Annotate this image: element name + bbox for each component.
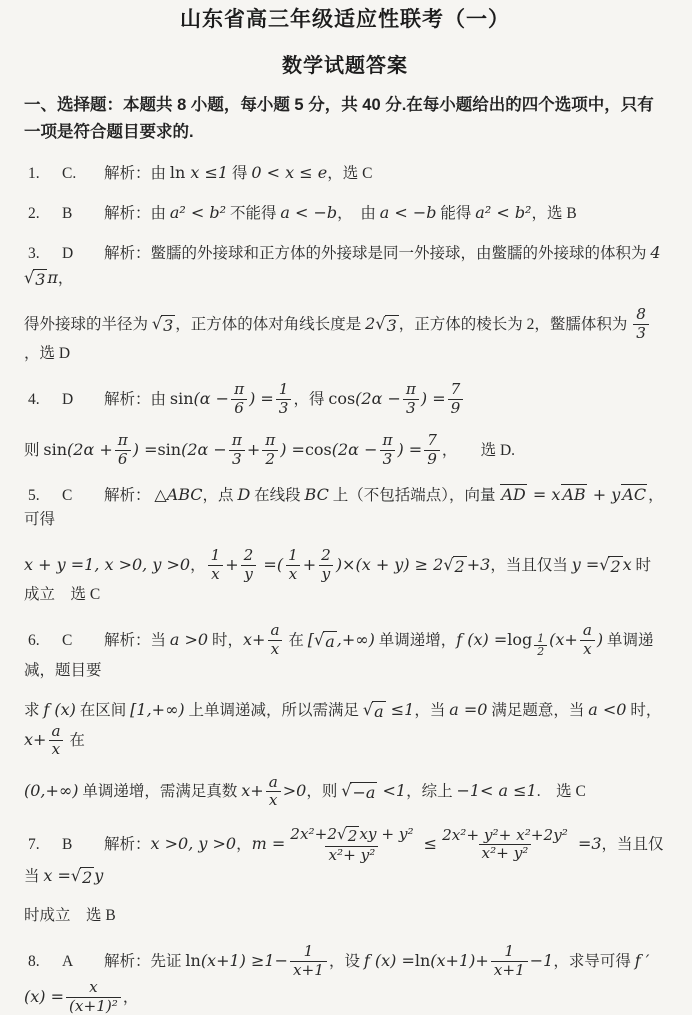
- math-expression: f (x) =ln(x+1)+ $\frac{1}{x+1}$ −1: [363, 942, 554, 979]
- denominator: 6: [231, 399, 247, 417]
- fraction: [290, 943, 327, 979]
- answer-number: 7.: [28, 835, 40, 853]
- square-root: [152, 314, 175, 336]
- square-root: [337, 825, 359, 846]
- fraction: [403, 381, 419, 417]
- math-expression: x >0, y >0: [150, 833, 237, 853]
- square-root: [363, 700, 386, 722]
- answer-text: 得外接球的半径为 √ 3 ，正方体的体对角线长度是 2 √ 3 ，正方体的棱长为 2，鳖臑体积为 $\frac{8}{3}$ ，选 D: [24, 316, 651, 362]
- radical-sign: √: [443, 554, 454, 574]
- radical-sign: √: [362, 699, 374, 719]
- answer-line: [24, 241, 666, 291]
- numerator: 1: [504, 942, 515, 961]
- answer-text: 解析：x >0, y >0，m = 2x²+2 √ 2 xy + y² x²+ y² ≤ $\frac{\text{2x²+ y²+ x²+2y²}}{\text{x²+ y²}}$ =3，当且仅当 x = √ 2 y: [24, 824, 664, 888]
- denominator: 9: [424, 450, 440, 468]
- denominator: x: [49, 740, 64, 758]
- math-roman: sin: [43, 439, 68, 459]
- numerator: π: [265, 431, 276, 450]
- math-expression: 4 √ 3 π: [24, 243, 661, 290]
- math-roman: cos: [304, 439, 332, 459]
- math-expression: ln x ≤1: [169, 163, 229, 183]
- fraction: [241, 547, 257, 583]
- numerator: a: [51, 721, 61, 740]
- section-heading: 一、选择题：本题共 8 小题，每小题 5 分，共 40 分.在每小题给出的四个选项中，只有一项是符合题目要求的.: [24, 96, 654, 142]
- answer-list: [24, 161, 666, 1015]
- page-title: 山东省高三年级适应性联考（一）: [180, 8, 510, 31]
- answer-text: (0,+∞) 单调递增，需满足真数 x+ $\frac{a}{x}$ >0，则 √ −a <1，综上 −1< a ≤1. 选 C: [24, 772, 586, 810]
- math-expression: a <0: [588, 699, 627, 719]
- denominator: x: [286, 565, 301, 583]
- math-expression: [152, 314, 175, 333]
- math-expression: a < −b: [280, 203, 338, 223]
- radical-sign: √: [70, 866, 82, 886]
- numerator: x: [89, 978, 98, 997]
- math-expression: cos(2α − $\frac{\pi}{3}$ ) = $\frac{7}{9}$: [328, 389, 465, 408]
- denominator: 2: [534, 645, 547, 659]
- numerator: a: [270, 621, 280, 640]
- math-expression: a² < b²: [169, 203, 227, 223]
- fraction: [491, 943, 528, 979]
- denominator: (x+1)²: [66, 997, 121, 1015]
- answer-line: [24, 201, 666, 226]
- math-expression: m = 2x²+2 √ 2 xy + y² x²+ y² ≤ $\frac{\text{2x²+ y²+ x²+2y²}}{\text{x²+ y²}}$ =3: [251, 824, 602, 864]
- math-expression: y = √ 2 x: [571, 554, 632, 576]
- math-expression: [ √ a ,+∞): [307, 629, 375, 651]
- subscript: [532, 631, 549, 659]
- denominator: 3: [276, 399, 292, 417]
- numerator: 2x²+ y²+ x²+2y²: [442, 825, 568, 844]
- answer-line: [24, 306, 666, 366]
- answer-item: [24, 825, 666, 929]
- radical-sign: √: [24, 268, 35, 288]
- answer-line: [24, 483, 666, 532]
- radicand: 2: [454, 556, 465, 576]
- math-expression: [631, 305, 651, 342]
- numerator: 1: [210, 546, 221, 565]
- square-root: [443, 555, 466, 577]
- math-expression: f ′(x) = $\frac{x}{\text{(x+1)²}}$: [24, 950, 650, 1015]
- math-expression: a >0: [169, 629, 209, 649]
- math-expression: [1,+∞): [130, 699, 185, 719]
- math-roman: sin: [157, 439, 182, 459]
- numerator: 1: [288, 546, 298, 565]
- radicand: 2: [347, 826, 358, 845]
- vector-overline: AC: [622, 485, 647, 505]
- math-expression: sin(2α + $\frac{\pi}{6}$ ) =sin(2α − $\frac{\pi}{3}$ + $\frac{\pi}{2}$ ) =cos(2α − $\frac{\pi}{3}$ ) = $\frac{7}{9}$: [43, 440, 441, 459]
- radical-sign: √: [599, 554, 610, 574]
- answer-text: 解析：由 a² < b² 不能得 a < −b， 由 a < −b 能得 a² < b²，选 B: [104, 203, 577, 223]
- denominator: 2: [262, 450, 278, 468]
- answer-item: [24, 943, 666, 1015]
- fraction: [439, 827, 571, 863]
- fraction: [580, 622, 595, 658]
- math-expression: 0 < x ≤ e: [251, 163, 328, 183]
- radicand: 2: [610, 556, 621, 576]
- answer-choice: D: [62, 390, 74, 408]
- answer-line: [24, 432, 666, 468]
- numerator: 2: [321, 546, 331, 565]
- denominator: x: [268, 640, 283, 658]
- answer-text: 则 sin(2α + $\frac{\pi}{6}$ ) =sin(2α − $\frac{\pi}{3}$ + $\frac{\pi}{2}$ ) =cos(2α − $\frac{\pi}{3}$ ) = $\frac{7}{9}$ ， 选 D.: [24, 431, 516, 468]
- page-subtitle: 数学试题答案: [282, 55, 408, 78]
- math-expression: ln(x+1) ≥1− $\frac{1}{x+1}$: [185, 951, 329, 970]
- square-root: [71, 866, 94, 888]
- denominator: 9: [448, 399, 464, 417]
- denominator: 6: [115, 450, 131, 468]
- answer-choice: B: [62, 205, 73, 223]
- answer-number: 3.: [28, 245, 40, 263]
- answer-choice: C: [62, 487, 73, 505]
- math-expression: x+ $\frac{a}{x}$ >0: [241, 772, 307, 810]
- radicand: 3: [386, 315, 397, 335]
- radicand: −a: [352, 783, 376, 803]
- square-root: [375, 314, 398, 336]
- radicand: 3: [35, 270, 46, 290]
- numerator: 8: [636, 305, 646, 324]
- math-expression: √ −a <1: [341, 781, 407, 803]
- answer-line: [24, 825, 666, 889]
- square-root: [599, 555, 622, 577]
- radical-sign: √: [151, 313, 163, 333]
- answer-line: [24, 774, 666, 810]
- math-expression: x+ $\frac{a}{x}$: [243, 630, 285, 649]
- fraction: [287, 825, 416, 864]
- math-expression: D: [237, 485, 251, 505]
- math-expression: f (x) =log $_{\frac{1}{2}}$ (x+ $\frac{a}{x}$ ): [456, 621, 604, 659]
- denominator: 3: [229, 450, 245, 468]
- denominator: x: [580, 640, 595, 658]
- fraction: [208, 547, 224, 583]
- math-expression: a < −b: [379, 203, 437, 223]
- answer-choice: C.: [62, 165, 77, 183]
- fraction: [229, 432, 245, 468]
- denominator: x: [266, 791, 281, 809]
- answer-line: [24, 161, 666, 186]
- numerator: a: [268, 772, 278, 791]
- answer-line: [24, 381, 666, 417]
- fraction: [48, 723, 63, 759]
- numerator: π: [405, 380, 416, 399]
- fraction: [285, 547, 301, 583]
- math-expression: BC: [304, 485, 329, 505]
- answer-line: [24, 904, 666, 928]
- denominator: 3: [380, 450, 396, 468]
- math-expression: x + y =1, x >0, y >0: [24, 554, 191, 574]
- fraction: [266, 774, 281, 810]
- numerator: a: [582, 621, 592, 640]
- answer-choice: C: [62, 631, 73, 649]
- fraction: [66, 979, 121, 1015]
- fraction: [379, 432, 395, 468]
- fraction: [424, 432, 440, 468]
- fraction: [231, 381, 247, 417]
- answer-item: [24, 201, 666, 226]
- answer-line: [24, 622, 666, 683]
- numerator: 2: [243, 546, 254, 565]
- answer-item: [24, 161, 666, 186]
- math-expression: a² < b²: [475, 203, 532, 223]
- fraction: [276, 381, 292, 417]
- fraction: [633, 306, 649, 342]
- radicand: 2: [82, 868, 93, 888]
- answer-number: 4.: [28, 390, 40, 408]
- answer-number: 8.: [28, 952, 40, 970]
- fraction: [267, 622, 282, 658]
- math-roman: cos: [328, 388, 356, 408]
- math-expression: (0,+∞): [24, 781, 79, 801]
- math-roman: sin: [169, 388, 194, 408]
- answer-text: 求 f (x) 在区间 [1,+∞) 上单调递减，所以需满足 √ a ≤1，当 a =0 满足题意，当 a <0 时，x+ $\frac{a}{x}$ 在: [24, 699, 662, 759]
- math-expression: sin(α − $\frac{\pi}{6}$ ) = $\frac{1}{3}$: [170, 389, 294, 408]
- math-expression: √ a ≤1: [362, 699, 415, 721]
- math-roman: ln: [414, 950, 431, 970]
- answer-text: 时成立 选 B: [24, 907, 116, 925]
- math-expression: −1< a ≤1: [456, 781, 537, 801]
- math-roman: ln: [185, 950, 201, 970]
- answer-text: 解析：当 a >0 时，x+ $\frac{a}{x}$ 在 [ √ a ,+∞) 单调递增，f (x) =log $_{\frac{1}{2}}$ (x+ $\frac{a}{x}$ ) 单调递减，题目要: [24, 621, 654, 679]
- denominator: 3: [633, 324, 649, 342]
- answer-item: [24, 622, 666, 810]
- square-root: [314, 630, 337, 652]
- vector-overline: AB: [562, 485, 586, 505]
- denominator: 3: [403, 399, 419, 417]
- fraction: [262, 432, 278, 468]
- fraction: [448, 381, 464, 417]
- numerator: π: [382, 431, 393, 450]
- answer-text: 解析：鳖臑的外接球和正方体的外接球是同一外接球，由鳖臑的外接球的体积为 4 √ 3 π，: [24, 243, 661, 290]
- radical-sign: √: [314, 629, 325, 649]
- numerator: π: [234, 380, 245, 399]
- answer-item: [24, 381, 666, 468]
- math-roman: log: [507, 629, 533, 649]
- answer-choice: B: [62, 835, 73, 853]
- numerator: 1: [303, 942, 314, 961]
- answer-number: 6.: [28, 631, 40, 649]
- denominator: y: [319, 565, 334, 583]
- answer-choice: A: [62, 952, 74, 970]
- radical-sign: √: [337, 824, 347, 843]
- answer-choice: D: [62, 245, 74, 263]
- vector-overline: AD: [501, 485, 526, 505]
- answer-item: [24, 241, 666, 366]
- radicand: a: [325, 631, 335, 651]
- math-roman: ln: [169, 163, 186, 183]
- radical-sign: √: [375, 313, 386, 333]
- answer-number: 2.: [28, 205, 40, 223]
- numerator: 7: [427, 431, 437, 450]
- math-expression: x+ $\frac{a}{x}$: [24, 730, 66, 749]
- square-root: [24, 268, 47, 290]
- math-expression: $\frac{1}{x}$ + $\frac{2}{y}$ =( $\frac{1}{x}$ + $\frac{2}{y}$ )×(x + y) ≥ 2 √ 2 +3: [206, 555, 491, 574]
- math-expression: 2 √ 3: [365, 313, 397, 335]
- math-expression: a =0: [449, 699, 488, 719]
- denominator: x²+ y²: [325, 846, 378, 864]
- math-expression: f (x): [43, 699, 76, 719]
- fraction: [318, 547, 334, 583]
- numerator: π: [231, 431, 242, 450]
- denominator: x+1: [491, 961, 528, 979]
- fraction: [115, 432, 131, 468]
- math-expression: x = √ 2 y: [43, 866, 104, 888]
- radicand: a: [374, 701, 384, 721]
- answer-line: [24, 698, 666, 759]
- answer-text: 解析：由 ln x ≤1 得 0 < x ≤ e，选 C: [104, 163, 373, 183]
- answer-line: [24, 943, 666, 1015]
- radical-sign: √: [341, 781, 352, 801]
- answer-line: [24, 547, 666, 607]
- math-expression: AD = x AB + y AC: [501, 485, 647, 505]
- denominator: x+1: [290, 961, 327, 979]
- answer-text: 解析：由 sin(α − $\frac{\pi}{6}$ ) = $\frac{1}{3}$ ，得 cos(2α − $\frac{\pi}{3}$ ) = $\frac{7}{9}$: [104, 391, 465, 408]
- square-root: [341, 781, 377, 803]
- answer-number: 1.: [28, 165, 40, 183]
- radicand: 3: [163, 315, 174, 335]
- answer-item: [24, 483, 666, 607]
- denominator: x: [208, 565, 223, 583]
- answer-text: x + y =1, x >0, y >0， $\frac{1}{x}$ + $\frac{2}{y}$ =( $\frac{1}{x}$ + $\frac{2}{y}$ )×(x + y) ≥ 2 √ 2 +3，当且仅当 y = √ 2 x 时成立 选 C: [24, 546, 652, 604]
- fraction: [534, 633, 547, 659]
- answer-text: 解析：先证 ln(x+1) ≥1− $\frac{1}{x+1}$ ，设 f (x) =ln(x+1)+ $\frac{1}{x+1}$ −1，求导可得 f ′(x) = $\frac{x}{\text{(x+1)²}}$ ，: [24, 942, 650, 1015]
- numerator: 2x²+2 √ 2 xy + y²: [290, 824, 414, 845]
- answer-text: 解析： △ABC，点 D 在线段 BC 上（不包括端点），向量 AD = x AB + y AC ，可得: [24, 485, 664, 529]
- numerator: 7: [450, 380, 461, 399]
- answer-number: 5.: [28, 487, 40, 505]
- denominator: y: [241, 565, 256, 583]
- numerator: 1: [278, 380, 289, 399]
- denominator: x²+ y²: [479, 844, 532, 862]
- numerator: π: [117, 431, 128, 450]
- numerator: 1: [537, 631, 545, 645]
- math-expression: △ABC: [154, 485, 203, 505]
